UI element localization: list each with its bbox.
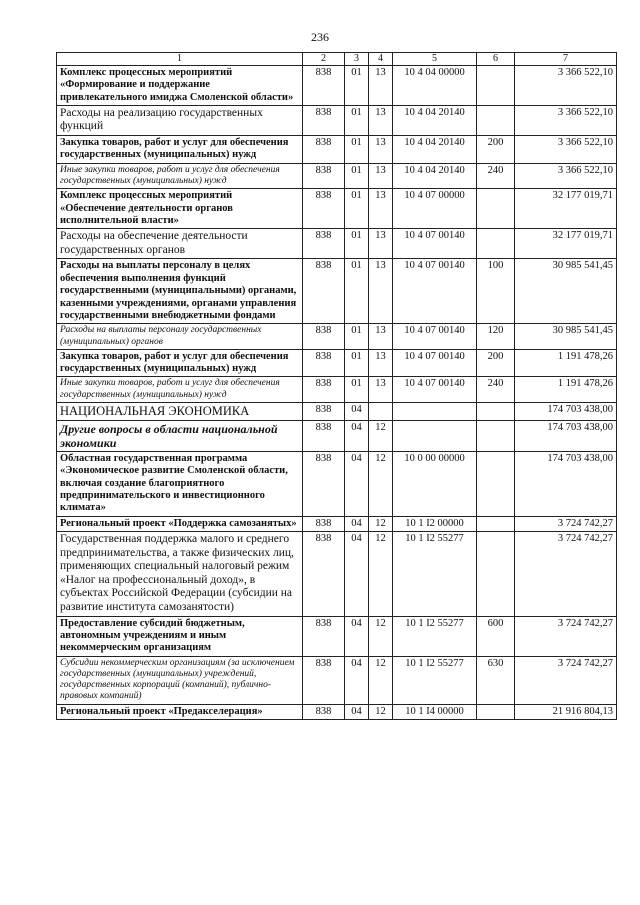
row-admin-code-cell: 838 (303, 616, 345, 656)
row-admin-code-cell: 838 (303, 259, 345, 324)
row-amount-cell: 3 724 742,27 (515, 656, 617, 704)
row-section-cell: 04 (345, 402, 369, 420)
row-expense-type-cell: 630 (477, 656, 515, 704)
row-admin-code-cell: 838 (303, 420, 345, 451)
row-section-cell: 01 (345, 377, 369, 402)
row-amount-cell: 174 703 438,00 (515, 451, 617, 516)
row-subsection-cell (369, 402, 393, 420)
table-row (57, 377, 617, 402)
row-target-article-cell: 10 4 07 00140 (393, 349, 477, 377)
row-amount-cell: 1 191 478,26 (515, 377, 617, 402)
row-expense-type-cell (477, 189, 515, 229)
row-admin-code-cell: 838 (303, 349, 345, 377)
row-target-article-cell: 10 4 07 00000 (393, 189, 477, 229)
row-target-article-cell: 10 4 04 20140 (393, 163, 477, 188)
row-section-cell: 01 (345, 189, 369, 229)
row-name-cell: Закупка товаров, работ и услуг для обеспечения государственных (муниципальных) нужд (57, 349, 303, 377)
row-section-cell: 01 (345, 136, 369, 164)
column-header: 7 (515, 53, 617, 66)
row-expense-type-cell: 200 (477, 136, 515, 164)
row-admin-code-cell: 838 (303, 377, 345, 402)
table-row (57, 656, 617, 704)
row-target-article-cell: 10 4 04 20140 (393, 136, 477, 164)
row-amount-cell: 3 366 522,10 (515, 163, 617, 188)
table-row (57, 189, 617, 229)
row-amount-cell: 174 703 438,00 (515, 402, 617, 420)
table-row (57, 451, 617, 516)
row-section-cell: 04 (345, 420, 369, 451)
row-name-cell: Комплекс процессных мероприятий «Формирование и поддержание привлекательного имиджа Смоленской области» (57, 65, 303, 105)
row-target-article-cell: 10 1 I2 00000 (393, 516, 477, 531)
row-name-cell: Государственная поддержка малого и среднего предпринимательства, а также физических лиц, применяющих специальный налоговый режим «Налог на профессиональный доход», в субъектах Российской Федерации (субсидии на развитие института самозанятости) (57, 532, 303, 616)
row-admin-code-cell: 838 (303, 532, 345, 616)
row-expense-type-cell (477, 105, 515, 135)
table-row (57, 65, 617, 105)
row-admin-code-cell: 838 (303, 65, 345, 105)
row-admin-code-cell: 838 (303, 516, 345, 531)
row-name-cell: Расходы на реализацию государственных функций (57, 105, 303, 135)
table-row (57, 229, 617, 259)
table-row (57, 532, 617, 616)
row-amount-cell: 3 366 522,10 (515, 136, 617, 164)
row-target-article-cell (393, 420, 477, 451)
row-subsection-cell: 13 (369, 163, 393, 188)
row-amount-cell: 32 177 019,71 (515, 229, 617, 259)
row-target-article-cell: 10 4 07 00140 (393, 324, 477, 349)
row-expense-type-cell: 120 (477, 324, 515, 349)
row-subsection-cell: 13 (369, 349, 393, 377)
table-row (57, 324, 617, 349)
row-admin-code-cell: 838 (303, 402, 345, 420)
row-section-cell: 01 (345, 349, 369, 377)
row-target-article-cell: 10 4 04 20140 (393, 105, 477, 135)
row-name-cell: Областная государственная программа «Экономическое развитие Смоленской области, включая создание благоприятного предпринимательского и инвестиционного климата» (57, 451, 303, 516)
row-section-cell: 04 (345, 616, 369, 656)
row-amount-cell: 21 916 804,13 (515, 704, 617, 719)
row-name-cell: Комплекс процессных мероприятий «Обеспечение деятельности органов исполнительной власти» (57, 189, 303, 229)
row-subsection-cell: 12 (369, 616, 393, 656)
row-expense-type-cell (477, 451, 515, 516)
row-subsection-cell: 13 (369, 377, 393, 402)
row-section-cell: 01 (345, 163, 369, 188)
row-admin-code-cell: 838 (303, 656, 345, 704)
row-subsection-cell: 12 (369, 532, 393, 616)
row-section-cell: 04 (345, 516, 369, 531)
row-expense-type-cell (477, 532, 515, 616)
row-expense-type-cell: 200 (477, 349, 515, 377)
row-admin-code-cell: 838 (303, 229, 345, 259)
row-section-cell: 04 (345, 451, 369, 516)
table-row (57, 402, 617, 420)
row-amount-cell: 174 703 438,00 (515, 420, 617, 451)
row-subsection-cell: 12 (369, 656, 393, 704)
row-subsection-cell: 13 (369, 324, 393, 349)
row-expense-type-cell (477, 704, 515, 719)
table-row (57, 616, 617, 656)
column-header: 6 (477, 53, 515, 66)
row-admin-code-cell: 838 (303, 189, 345, 229)
row-target-article-cell: 10 1 I2 55277 (393, 532, 477, 616)
row-amount-cell: 30 985 541,45 (515, 324, 617, 349)
row-section-cell: 04 (345, 532, 369, 616)
row-expense-type-cell: 240 (477, 377, 515, 402)
row-subsection-cell: 13 (369, 136, 393, 164)
row-expense-type-cell: 600 (477, 616, 515, 656)
table-row (57, 105, 617, 135)
row-target-article-cell (393, 402, 477, 420)
row-target-article-cell: 10 4 07 00140 (393, 259, 477, 324)
row-section-cell: 04 (345, 656, 369, 704)
row-name-cell: Иные закупки товаров, работ и услуг для обеспечения государственных (муниципальных) нужд (57, 377, 303, 402)
row-subsection-cell: 13 (369, 229, 393, 259)
row-target-article-cell: 10 4 07 00140 (393, 377, 477, 402)
row-target-article-cell: 10 1 I2 55277 (393, 656, 477, 704)
column-header: 2 (303, 53, 345, 66)
row-name-cell: Региональный проект «Поддержка самозанятых» (57, 516, 303, 531)
row-expense-type-cell (477, 65, 515, 105)
row-expense-type-cell (477, 516, 515, 531)
row-target-article-cell: 10 1 I4 00000 (393, 704, 477, 719)
row-admin-code-cell: 838 (303, 136, 345, 164)
table-row (57, 136, 617, 164)
table-row (57, 516, 617, 531)
row-subsection-cell: 12 (369, 451, 393, 516)
row-admin-code-cell: 838 (303, 105, 345, 135)
row-subsection-cell: 13 (369, 189, 393, 229)
row-admin-code-cell: 838 (303, 324, 345, 349)
budget-table (56, 52, 617, 720)
row-admin-code-cell: 838 (303, 163, 345, 188)
row-admin-code-cell: 838 (303, 704, 345, 719)
column-header: 1 (57, 53, 303, 66)
column-header: 3 (345, 53, 369, 66)
row-target-article-cell: 10 0 00 00000 (393, 451, 477, 516)
row-admin-code-cell: 838 (303, 451, 345, 516)
row-section-cell: 04 (345, 704, 369, 719)
table-row (57, 420, 617, 451)
row-subsection-cell: 12 (369, 516, 393, 531)
row-name-cell: Иные закупки товаров, работ и услуг для обеспечения государственных (муниципальных) нужд (57, 163, 303, 188)
table-row (57, 259, 617, 324)
row-name-cell: Другие вопросы в области национальной экономики (57, 420, 303, 451)
page-number: 236 (311, 30, 329, 44)
table-row (57, 163, 617, 188)
row-expense-type-cell (477, 420, 515, 451)
row-amount-cell: 1 191 478,26 (515, 349, 617, 377)
row-name-cell: НАЦИОНАЛЬНАЯ ЭКОНОМИКА (57, 402, 303, 420)
row-subsection-cell: 13 (369, 105, 393, 135)
row-name-cell: Закупка товаров, работ и услуг для обеспечения государственных (муниципальных) нужд (57, 136, 303, 164)
row-amount-cell: 3 724 742,27 (515, 516, 617, 531)
row-name-cell: Расходы на выплаты персоналу государственных (муниципальных) органов (57, 324, 303, 349)
row-subsection-cell: 12 (369, 704, 393, 719)
table-header-row (57, 53, 617, 66)
row-expense-type-cell (477, 402, 515, 420)
row-name-cell: Предоставление субсидий бюджетным, автономным учреждениям и иным некоммерческим организациям (57, 616, 303, 656)
column-header: 4 (369, 53, 393, 66)
table-row (57, 704, 617, 719)
table-row (57, 349, 617, 377)
row-section-cell: 01 (345, 324, 369, 349)
row-name-cell: Расходы на обеспечение деятельности государственных органов (57, 229, 303, 259)
row-section-cell: 01 (345, 105, 369, 135)
column-header: 5 (393, 53, 477, 66)
row-subsection-cell: 12 (369, 420, 393, 451)
row-section-cell: 01 (345, 259, 369, 324)
row-expense-type-cell (477, 229, 515, 259)
row-target-article-cell: 10 4 07 00140 (393, 229, 477, 259)
row-amount-cell: 3 366 522,10 (515, 65, 617, 105)
row-amount-cell: 3 366 522,10 (515, 105, 617, 135)
row-expense-type-cell: 100 (477, 259, 515, 324)
row-subsection-cell: 13 (369, 65, 393, 105)
row-amount-cell: 30 985 541,45 (515, 259, 617, 324)
row-amount-cell: 3 724 742,27 (515, 616, 617, 656)
row-subsection-cell: 13 (369, 259, 393, 324)
row-name-cell: Субсидии некоммерческим организациям (за исключением государственных (муниципальных) учреждений, государственных корпораций (компаний), публично-правовых компаний) (57, 656, 303, 704)
row-section-cell: 01 (345, 65, 369, 105)
row-name-cell: Расходы на выплаты персоналу в целях обеспечения выполнения функций государственными (муниципальными) органами, казенными учреждениями, органами управления государственными внебюджетными фондами (57, 259, 303, 324)
row-name-cell: Региональный проект «Предакселерация» (57, 704, 303, 719)
row-target-article-cell: 10 4 04 00000 (393, 65, 477, 105)
row-section-cell: 01 (345, 229, 369, 259)
row-amount-cell: 32 177 019,71 (515, 189, 617, 229)
row-amount-cell: 3 724 742,27 (515, 532, 617, 616)
row-expense-type-cell: 240 (477, 163, 515, 188)
row-target-article-cell: 10 1 I2 55277 (393, 616, 477, 656)
